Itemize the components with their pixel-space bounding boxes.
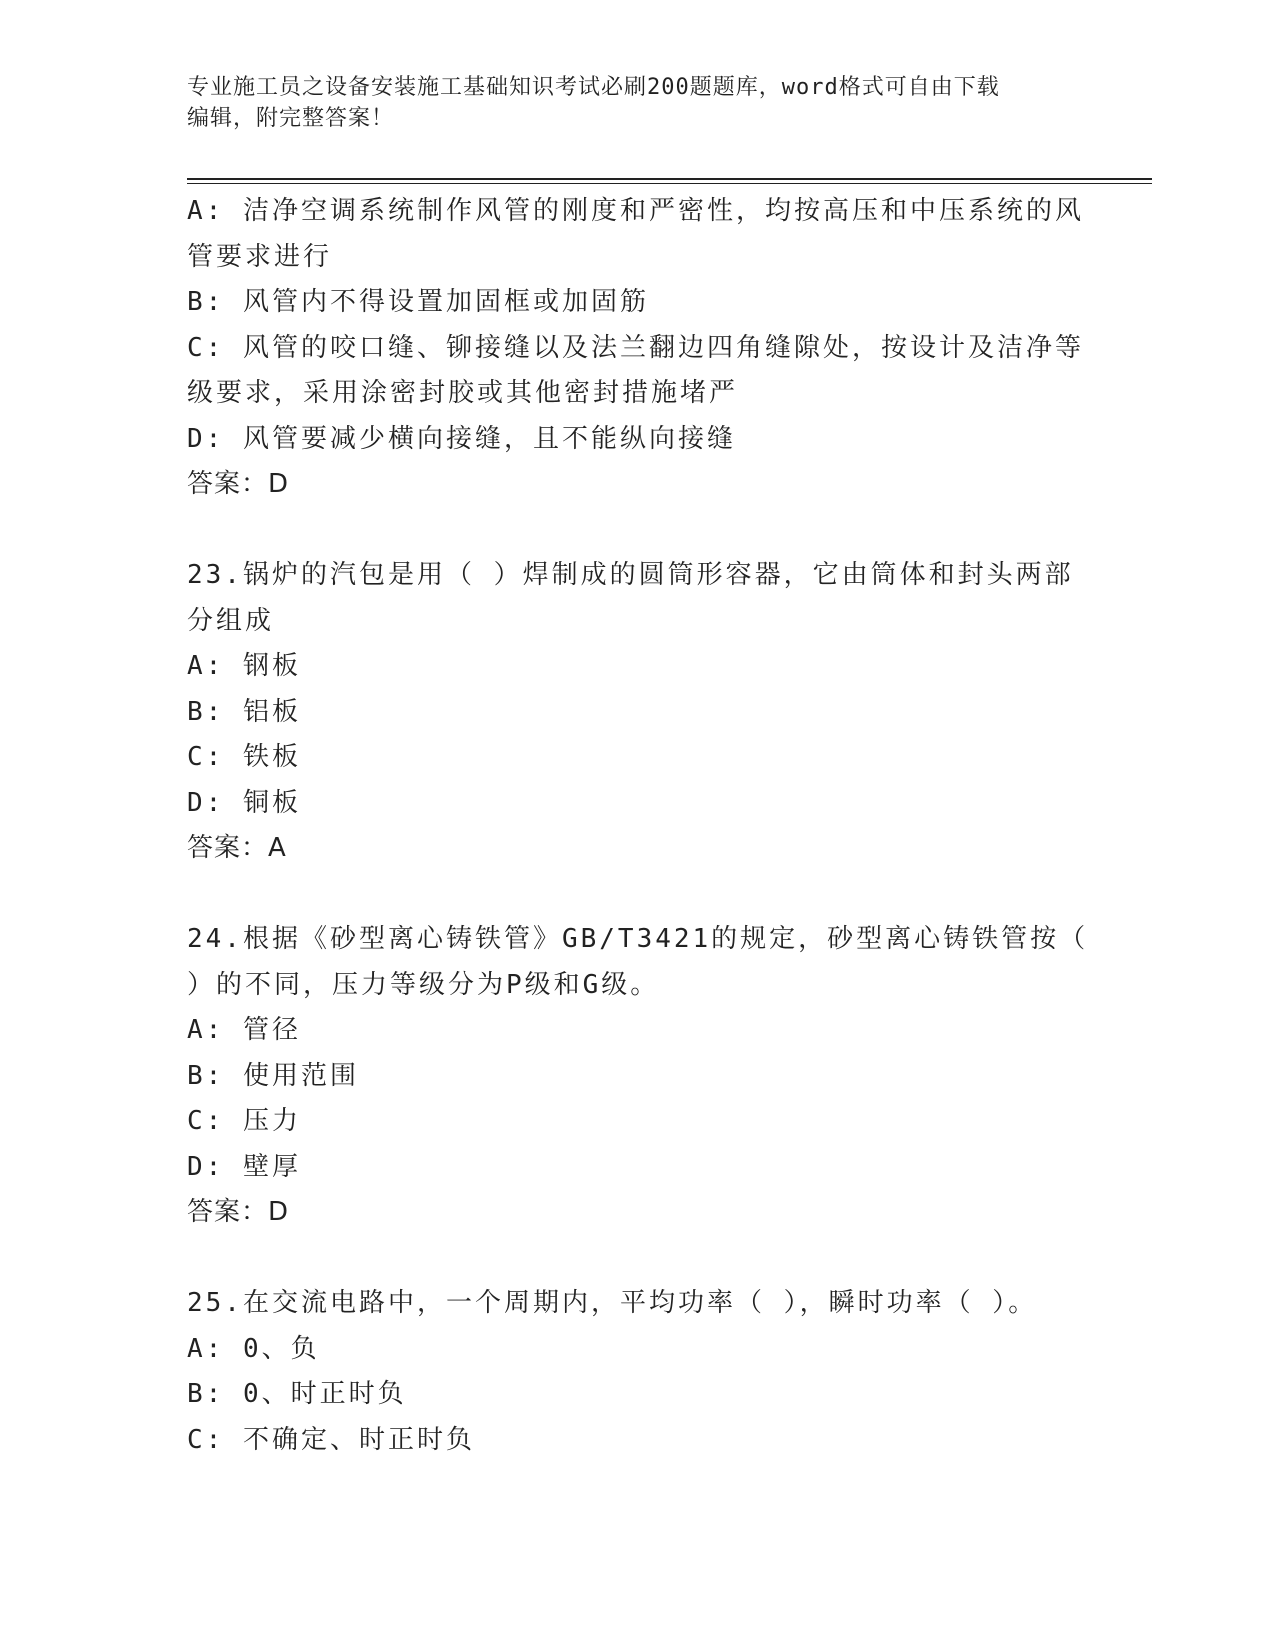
header-title-line-2: 编辑，附完整答案！ <box>187 106 395 131</box>
question-text-line-2: ）的不同，压力等级分为P级和G级。 <box>187 969 660 1000</box>
option-d: D: 铜板 <box>187 787 301 818</box>
option-d: D: 壁厚 <box>187 1151 301 1182</box>
option-b: B: 使用范围 <box>187 1060 359 1091</box>
question-text-line-2: 分组成 <box>187 605 275 636</box>
option-b: B: 0、时正时负 <box>187 1379 407 1409</box>
option-b: B: 铝板 <box>187 696 301 727</box>
answer: 答案：D <box>187 469 290 499</box>
question-list <box>187 189 1087 1463</box>
option-c-line-1: C: 风管的咬口缝、铆接缝以及法兰翻边四角缝隙处，按设计及洁净等 <box>187 332 1084 363</box>
option-b: B: 风管内不得设置加固框或加固筋 <box>187 287 649 317</box>
question-text-line-1: 23.锅炉的汽包是用（ ）焊制成的圆筒形容器，它由筒体和封头两部 <box>187 560 1074 590</box>
question-spacer <box>187 1236 1087 1282</box>
option-c: C: 不确定、时正时负 <box>187 1424 475 1455</box>
option-a: A: 0、负 <box>187 1333 320 1364</box>
option-c-line-2: 级要求，采用涂密封胶或其他密封措施堵严 <box>187 378 739 408</box>
option-c: C: 压力 <box>187 1106 301 1136</box>
option-a-line-1: A: 洁净空调系统制作风管的刚度和严密性，均按高压和中压系统的风 <box>187 196 1084 226</box>
question-22 <box>187 189 1087 508</box>
header-title-line-1: 专业施工员之设备安装施工基础知识考试必刷200题题库，word格式可自由下载 <box>187 75 1000 100</box>
question-24 <box>187 917 1087 1236</box>
answer: 答案：D <box>187 1197 290 1227</box>
header-divider-thin <box>187 183 1152 184</box>
option-a-line-2: 管要求进行 <box>187 241 333 272</box>
option-a: A: 管径 <box>187 1015 301 1045</box>
question-25 <box>187 1281 1087 1463</box>
question-text-line-1: 24.根据《砂型离心铸铁管》GB/T3421的规定，砂型离心铸铁管按（ <box>187 924 1089 954</box>
question-text-line-1: 25.在交流电路中，一个周期内，平均功率（ ），瞬时功率（ ）。 <box>187 1288 1038 1318</box>
option-c: C: 铁板 <box>187 742 301 772</box>
answer: 答案：A <box>187 833 287 863</box>
question-23 <box>187 553 1087 872</box>
option-d: D: 风管要减少横向接缝，且不能纵向接缝 <box>187 423 736 454</box>
document-header <box>187 72 1067 134</box>
option-a: A: 钢板 <box>187 651 301 681</box>
question-spacer <box>187 872 1087 918</box>
header-divider-thick <box>187 178 1152 180</box>
question-spacer <box>187 508 1087 554</box>
